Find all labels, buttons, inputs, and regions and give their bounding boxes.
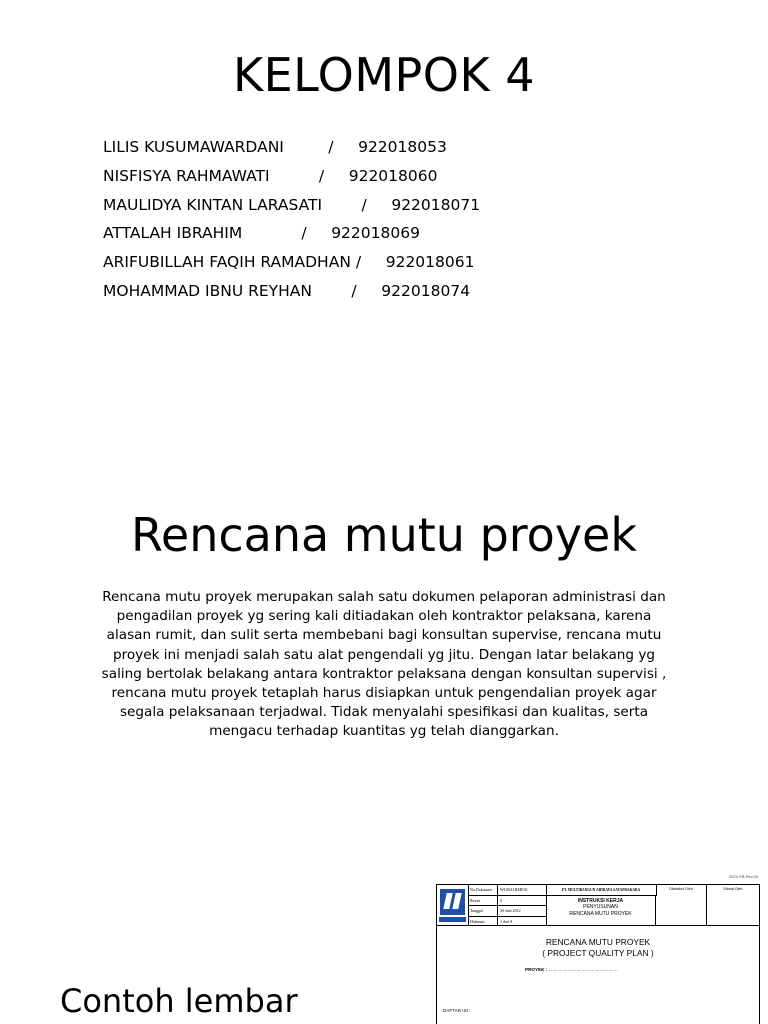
member-name: MAULIDYA KINTAN LARASATI bbox=[103, 195, 323, 214]
slide-quality-plan bbox=[0, 460, 768, 1024]
member-separator: / bbox=[269, 166, 349, 185]
project-label: PROYEK : bbox=[525, 967, 548, 972]
meta-value: 1 dari 8 bbox=[500, 918, 513, 924]
company-logo bbox=[437, 885, 469, 925]
member-item bbox=[103, 219, 480, 248]
member-id: 922018061 bbox=[385, 253, 475, 272]
meta-key: No.Dokumen bbox=[468, 885, 498, 895]
instruction-line: RENCANA MUTU PROYEK bbox=[569, 910, 632, 917]
member-separator: / bbox=[322, 195, 392, 214]
logo-caption-icon bbox=[439, 917, 466, 922]
meta-row bbox=[468, 906, 546, 917]
meta-key: Halaman bbox=[468, 917, 498, 927]
member-item bbox=[103, 191, 480, 220]
meta-row bbox=[468, 896, 546, 907]
member-item bbox=[103, 277, 480, 306]
sign-known-by: Diketahui Oleh bbox=[656, 885, 707, 925]
instruction-line: PENYUSUNAN bbox=[583, 904, 618, 911]
member-name: LILIS KUSUMAWARDANI bbox=[103, 138, 284, 156]
member-separator: / bbox=[350, 253, 386, 272]
group-title: KELOMPOK 4 bbox=[232, 48, 536, 102]
instruction-block bbox=[546, 895, 656, 926]
member-id: 922018060 bbox=[348, 166, 438, 185]
member-separator: / bbox=[283, 138, 359, 156]
meta-key: Revisi bbox=[468, 896, 498, 906]
instruction-line: INSTRUKSI KERJA bbox=[577, 897, 624, 904]
member-item bbox=[103, 248, 480, 277]
meta-value: 0 bbox=[500, 897, 502, 903]
document-meta-table bbox=[468, 885, 547, 925]
member-id: 922018071 bbox=[391, 195, 481, 214]
document-title bbox=[437, 937, 759, 959]
meta-row bbox=[468, 917, 546, 927]
meta-row bbox=[468, 885, 546, 896]
section-description: Rencana mutu proyek merupakan salah satu dokumen pelaporan administrasi dan pengadilan proyek yg sering kali ditiadakan oleh kontraktor pelaksana, karena alasan rumit, dan sulit serta membebani bagi konsultan supervise, rencana mutu proyek ini menjadi salah satu alat pengendali yg jitu. Dengan latar belakang yg saling bertolak belakang antara kontraktor pelaksana dengan konsultan supervisi , rencana mutu proyek tetaplah harus disiapkan untuk pengendalian proyek agar segala pelaksanaan terjadwal. Tidak menyalahi spesifikasi dan kualitas, serta mengacu terhadap kuantitas yg telah dianggarkan. bbox=[101, 589, 667, 740]
meta-value: WI.MAI.RMP.01 bbox=[500, 887, 528, 893]
member-id: 922018069 bbox=[331, 224, 420, 243]
slide-group-members bbox=[0, 0, 768, 460]
document-subtitle-line: ( PROJECT QUALITY PLAN ) bbox=[542, 948, 654, 958]
member-name: MOHAMMAD IBNU REYHAN bbox=[103, 281, 313, 300]
member-item bbox=[103, 162, 480, 191]
project-dots: ...................................................... bbox=[548, 967, 618, 972]
example-caption: Contoh lembar bbox=[60, 982, 298, 1020]
member-separator: / bbox=[312, 281, 382, 300]
sign-made-by: Dibuat Oleh bbox=[723, 887, 743, 891]
member-name: ARIFUBILLAH FAQIH RAMADHAN bbox=[103, 253, 351, 272]
document-code: DOX-FB Rev.00 bbox=[729, 874, 758, 879]
logo-mark-icon bbox=[440, 889, 465, 915]
member-id: 922018053 bbox=[358, 138, 447, 156]
document-title-line: RENCANA MUTU PROYEK bbox=[545, 937, 651, 947]
member-list bbox=[103, 133, 480, 306]
member-item bbox=[103, 133, 480, 162]
document-thumbnail bbox=[432, 872, 768, 1024]
member-id: 922018074 bbox=[381, 281, 471, 300]
member-name: ATTALAH IBRAHIM bbox=[103, 224, 243, 243]
member-name: NISFISYA RAHMAWATI bbox=[103, 166, 270, 185]
document-header bbox=[437, 885, 759, 926]
section-title: Rencana mutu proyek bbox=[131, 508, 637, 562]
meta-value: 30 Juni 2012 bbox=[500, 908, 521, 914]
table-of-contents-label: DAFTAR ISI : bbox=[443, 1008, 471, 1013]
project-field bbox=[525, 967, 617, 972]
document-frame bbox=[436, 884, 760, 1024]
member-separator: / bbox=[242, 224, 332, 243]
company-name: PT. MULTIBANGUN AHIRAYA SATAPRAKARA bbox=[546, 885, 657, 896]
meta-key: Tanggal bbox=[468, 906, 498, 916]
